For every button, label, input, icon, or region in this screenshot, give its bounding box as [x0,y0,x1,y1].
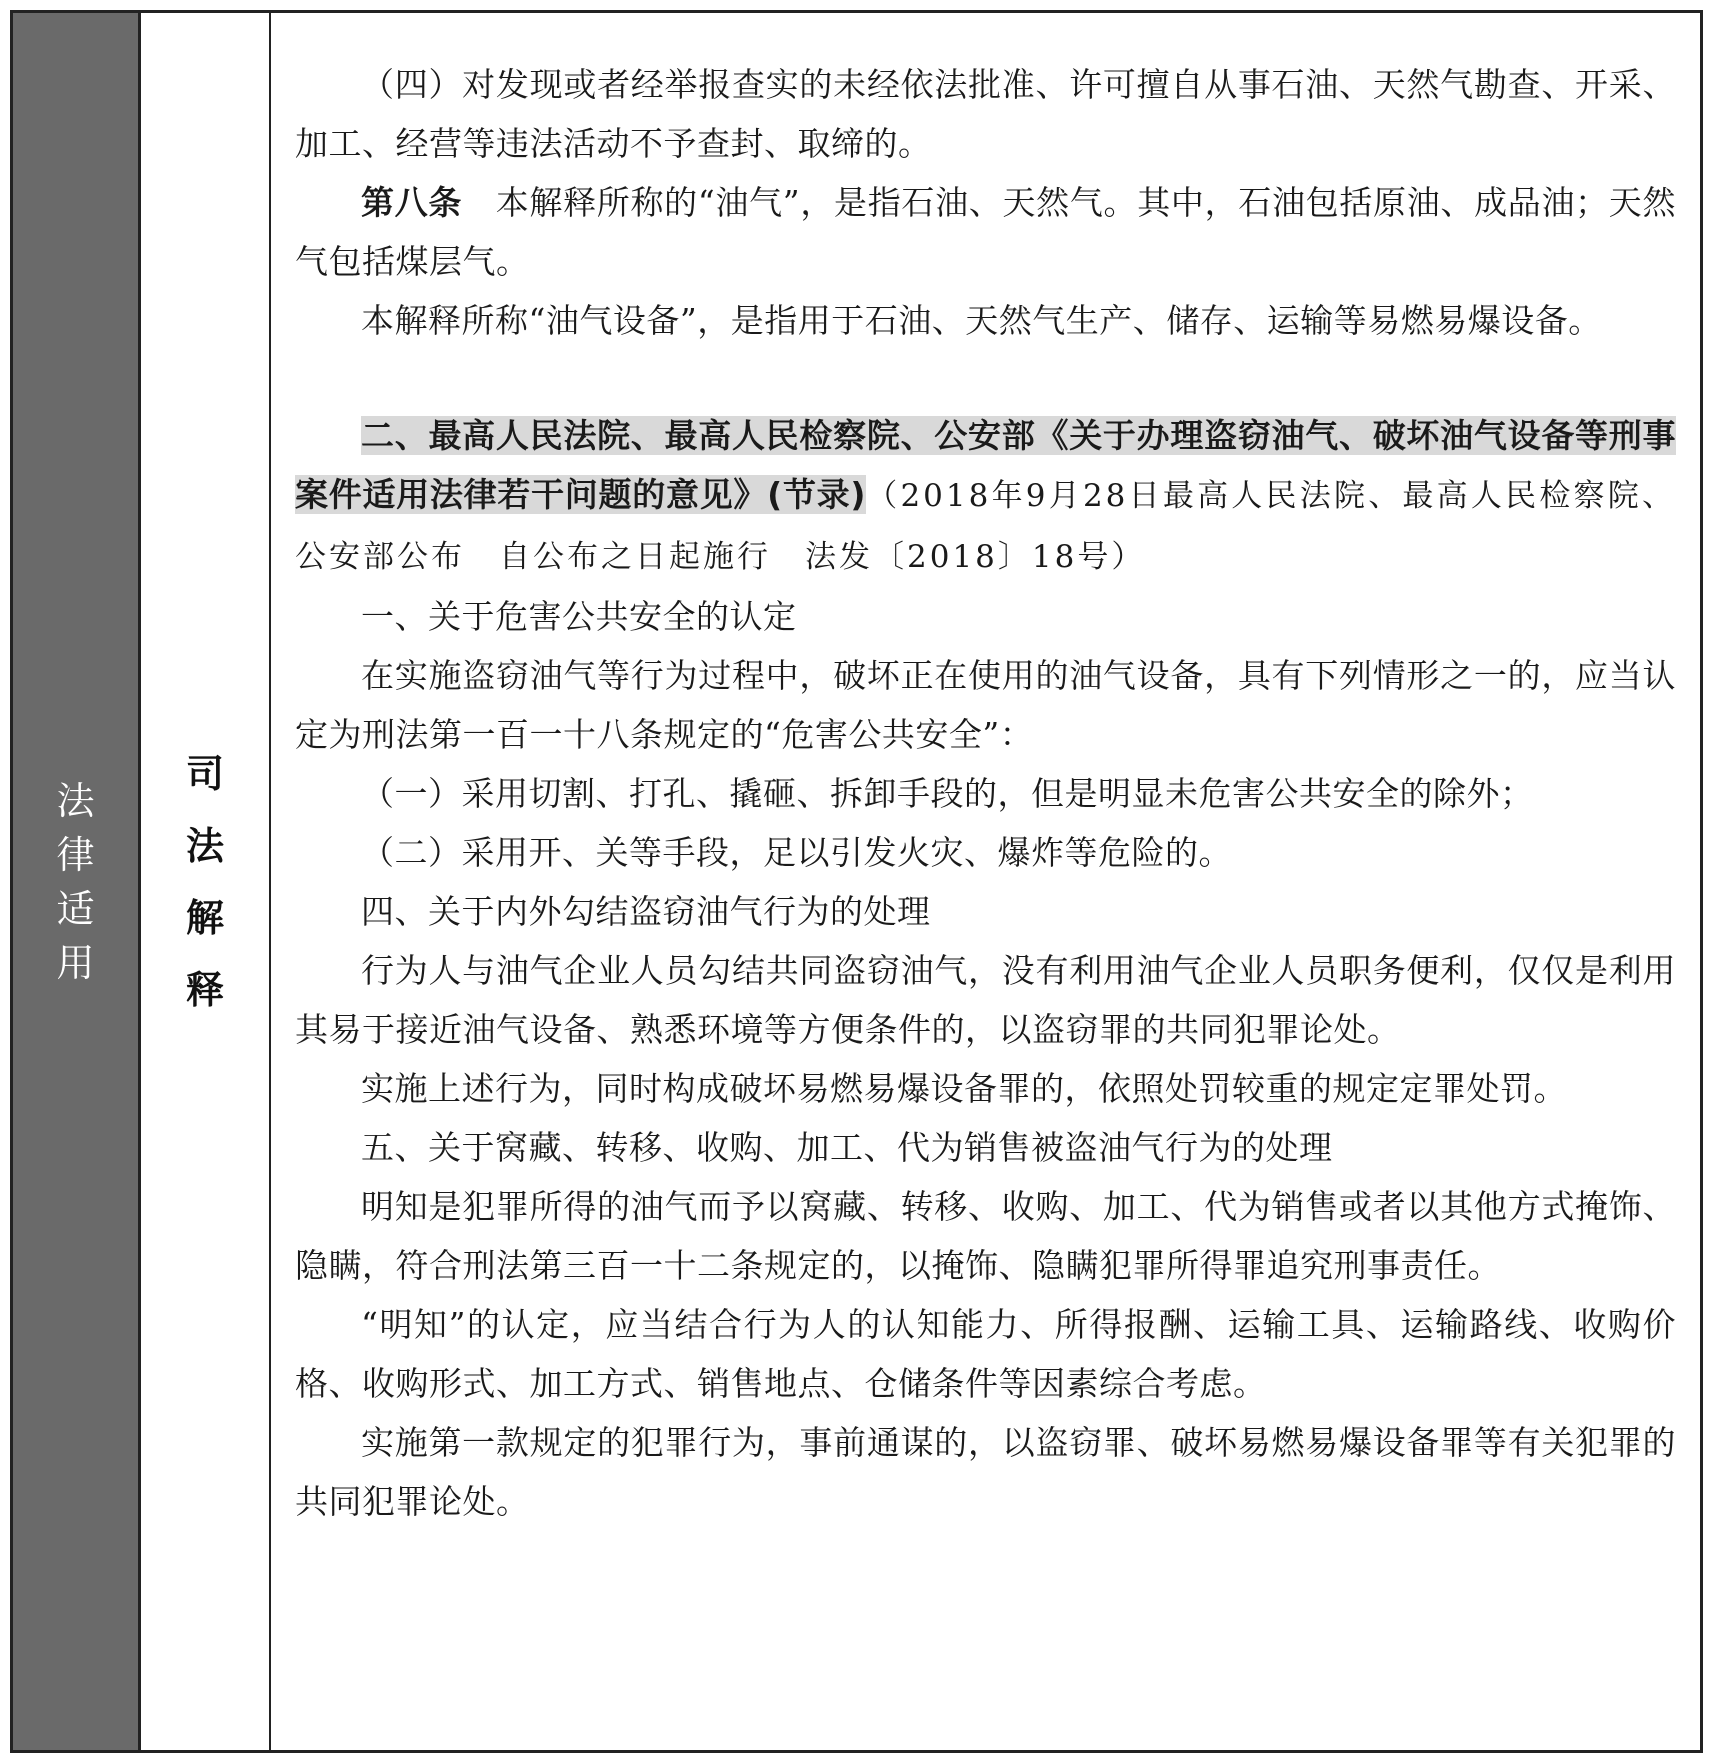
subcategory-char: 释 [185,967,224,1012]
subcategory-char: 解 [185,895,224,940]
section-1-text: 在实施盗窃油气等行为过程中，破坏正在使用的油气设备，具有下列情形之一的，应当认定为刑法第一百一十八条规定的“危害公共安全”： [295,656,1676,754]
article-8-paragraph [295,173,1676,291]
subcategory-char: 法 [185,823,224,868]
article-8-text: 本解释所称的“油气”，是指石油、天然气。其中，石油包括原油、成品油；天然气包括煤层气。 [295,183,1676,281]
paragraph-item-4: （四）对发现或者经举报查实的未经依法批准、许可擅自从事石油、天然气勘查、开采、加工、经营等违法活动不予查封、取缔的。 [295,65,1676,163]
section-5-text-2: “明知”的认定，应当结合行为人的认知能力、所得报酬、运输工具、运输路线、收购价格、收购形式、加工方式、销售地点、仓储条件等因素综合考虑。 [295,1305,1676,1403]
document-table [10,10,1703,1753]
highlighted-title: 二、最高人民法院、最高人民检察院、公安部《关于办理盗窃油气、破坏油气设备等刑事案件适用法律若干问题的意见》(节录) [295,416,1676,514]
section-4-text-1: 行为人与油气企业人员勾结共同盗窃油气，没有利用油气企业人员职务便利，仅仅是利用其易于接近油气设备、熟悉环境等方便条件的，以盗窃罪的共同犯罪论处。 [295,951,1676,1049]
section-4-title: 四、关于内外勾结盗窃油气行为的处理 [361,892,931,931]
oil-gas-equipment-definition: 本解释所称“油气设备”，是指用于石油、天然气生产、储存、运输等易燃易爆设备。 [361,301,1602,340]
section-4-text-2: 实施上述行为，同时构成破坏易燃易爆设备罪的，依照处罚较重的规定定罪处罚。 [361,1069,1567,1108]
section-5-text-3: 实施第一款规定的犯罪行为，事前通谋的，以盗窃罪、破坏易燃易爆设备罪等有关犯罪的共同犯罪论处。 [295,1423,1676,1521]
section-1-item-1: （一）采用切割、打孔、撬砸、拆卸手段的，但是明显未危害公共安全的除外； [361,774,1534,813]
category-char: 法 [56,778,95,823]
subcategory-column [141,13,271,1750]
section-5-text-1: 明知是犯罪所得的油气而予以窝藏、转移、收购、加工、代为销售或者以其他方式掩饰、隐瞒，符合刑法第三百一十二条规定的，以掩饰、隐瞒犯罪所得罪追究刑事责任。 [295,1187,1676,1285]
source-note: （2018年9月28日最高人民法院、最高人民检察院、公安部公布 自公布之日起施行 法发〔2018〕18号） [295,478,1677,575]
section-1-item-2: （二）采用开、关等手段，足以引发火灾、爆炸等危险的。 [361,833,1232,872]
category-label [56,774,94,990]
category-char: 用 [56,940,95,985]
category-char: 律 [56,832,95,877]
subcategory-label [186,738,224,1026]
subcategory-char: 司 [185,751,224,796]
section-1-title: 一、关于危害公共安全的认定 [361,597,797,636]
section-5-title: 五、关于窝藏、转移、收购、加工、代为销售被盗油气行为的处理 [361,1128,1333,1167]
section-heading-2 [295,406,1676,587]
article-8-label: 第八条 [361,183,463,222]
category-char: 适 [56,886,95,931]
content-column [271,13,1700,1750]
category-column [13,13,141,1750]
